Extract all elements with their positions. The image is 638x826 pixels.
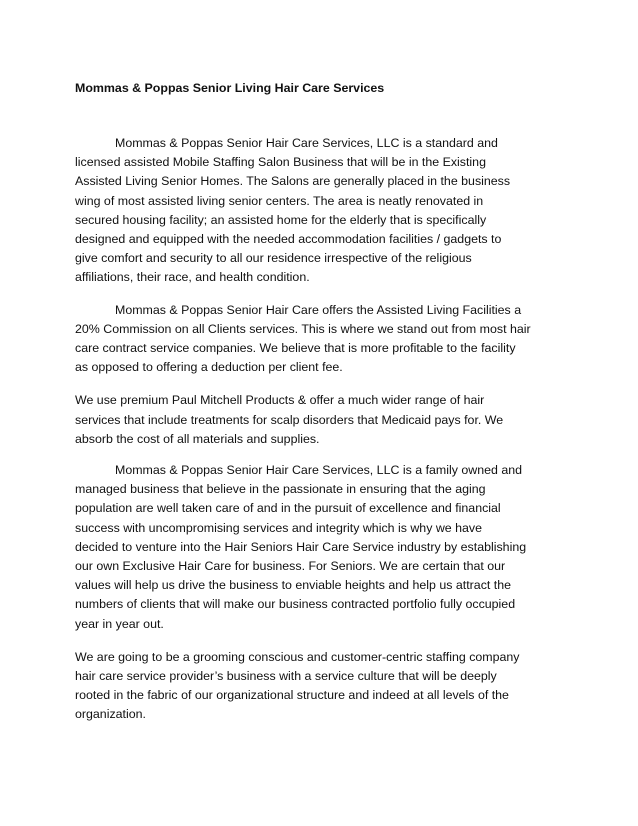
paragraph-line: hair care service provider’s business with a service culture that will be deeply [75,669,497,684]
paragraph [75,648,545,725]
paragraph-line: absorb the cost of all materials and supplies. [75,431,320,446]
paragraph [75,301,545,378]
paragraph-line: rooted in the fabric of our organizational structure and indeed at all levels of the [75,688,509,703]
paragraph-line: our own Exclusive Hair Care for business. For Seniors. We are certain that our [75,559,506,574]
paragraph [75,134,545,288]
paragraph-line: designed and equipped with the needed accommodation facilities / gadgets to [75,232,502,247]
paragraph [75,461,545,634]
paragraph-line: as opposed to offering a deduction per client fee. [75,360,343,375]
paragraph-line: affiliations, their race, and health condition. [75,270,310,285]
paragraph-line: year in year out. [75,616,164,631]
paragraph-line [75,461,545,480]
document-body [75,134,545,738]
paragraph-line: values will help us drive the business to enviable heights and help us attract the [75,578,512,593]
paragraph-line: licensed assisted Mobile Staffing Salon Business that will be in the Existing [75,155,486,170]
line-text: Mommas & Poppas Senior Hair Care offers the Assisted Living Facilities a [115,302,522,317]
paragraph-line: decided to venture into the Hair Seniors Hair Care Service industry by establishing [75,539,527,554]
paragraph-line: We are going to be a grooming conscious and customer-centric staffing company [75,649,520,664]
paragraph-line: secured housing facility; an assisted home for the elderly that is specifically [75,212,487,227]
line-text: Mommas & Poppas Senior Hair Care Services, LLC is a family owned and [115,463,522,478]
paragraph-line: population are well taken care of and in the pursuit of excellence and financial [75,501,501,516]
paragraph-line: care contract service companies. We believe that is more profitable to the facility [75,341,516,356]
document-title: Mommas & Poppas Senior Living Hair Care Services [75,81,385,95]
paragraph-line: organization. [75,707,146,722]
paragraph-line: success with uncompromising services and integrity which is why we have [75,520,482,535]
paragraph-line: Assisted Living Senior Homes. The Salons are generally placed in the business [75,174,511,189]
paragraph-line: numbers of clients that will make our business contracted portfolio fully occupied [75,597,516,612]
paragraph-line: wing of most assisted living senior centers. The area is neatly renovated in [75,193,484,208]
paragraph-line: 20% Commission on all Clients services. This is where we stand out from most hair [75,321,531,336]
paragraph-line [75,301,545,320]
paragraph-line: services that include treatments for scalp disorders that Medicaid pays for. We [75,412,504,427]
paragraph-line: We use premium Paul Mitchell Products & offer a much wider range of hair [75,393,485,408]
paragraph-line [75,134,545,153]
paragraph-line: give comfort and security to all our residence irrespective of the religious [75,251,472,266]
paragraph [75,391,545,449]
line-text: Mommas & Poppas Senior Hair Care Services, LLC is a standard and [115,136,498,150]
paragraph-line: managed business that believe in the passionate in ensuring that the aging [75,482,486,497]
